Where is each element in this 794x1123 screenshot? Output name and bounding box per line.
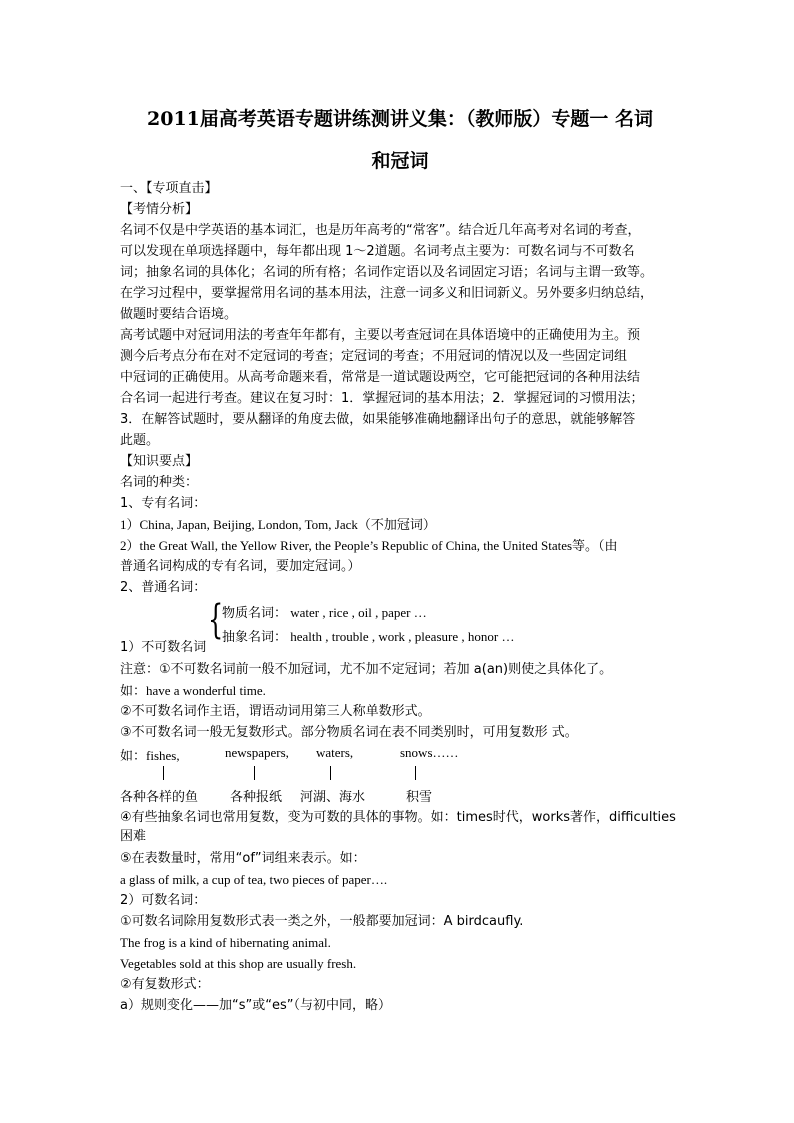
countable-note-3: a）规则变化——加“s”或“es”（与初中同，略） (120, 998, 391, 1013)
example-1: 如：have a wonderful time. (120, 683, 266, 698)
paragraph-line: 中冠词的正确使用。从高考命题来看，常常是一道试题设两空，它可能把冠词的各种用法结 (120, 370, 641, 385)
paragraph-line: 做题时要结合语境。 (120, 307, 238, 322)
proper-noun-note: 普通名词构成的专有名词，要加定冠词。） (120, 559, 361, 574)
plural-word: waters, (316, 745, 354, 760)
connector-line (330, 766, 331, 780)
document-title-continued: 和冠词 (371, 150, 429, 172)
paragraph-line: 测今后考点分布在对不定冠词的考查；定冠词的考查；不用冠词的情况以及一些固定词组 (120, 349, 628, 364)
paragraph-line: 在学习过程中，要掌握常用名词的基本用法，注意一词多义和旧词新义。另外要多归纳总结， (120, 286, 654, 301)
note-1: 注意：①不可数名词前一般不加冠词，尤不加不定冠词；若加 a(an)则使之具体化了。 (120, 662, 613, 677)
knowledge-heading: 【知识要点】 (120, 454, 199, 469)
note-2: ②不可数名词作主语，谓语动词用第三人称单数形式。 (120, 704, 431, 719)
material-nouns: 物质名词： water , rice , oil , paper … (222, 605, 427, 620)
plural-word: newspapers, (225, 745, 289, 760)
proper-noun-heading: 1、专有名词： (120, 496, 207, 511)
note-3: ③不可数名词一般无复数形式。部分物质名词在表不同类别时，可用复数形 式。 (120, 725, 578, 740)
note-5: ⑤在表数量时，常用“of”词组来表示。如： (120, 851, 366, 866)
plural-meaning: 各种各样的鱼 (120, 790, 199, 805)
paragraph-line: 此题。 (120, 433, 160, 448)
connector-line (254, 766, 255, 780)
paragraph-line: 3．在解答试题时，要从翻译的角度去做，如果能够准确地翻译出句子的意思，就能够解答 (120, 412, 636, 427)
paragraph-line: 可以发现在单项选择题中，每年都出现 1～2道题。名词考点主要为：可数名词与不可数名 (120, 244, 635, 259)
plural-meaning: 各种报纸 (230, 790, 283, 805)
paragraph-line: 名词不仅是中学英语的基本词汇，也是历年高考的“常客”。结合近几年高考对名词的考查， (120, 223, 641, 238)
paragraph-line: 高考试题中对冠词用法的考查年年都有，主要以考查冠词在具体语境中的正确使用为主。预 (120, 328, 641, 343)
plural-word: snows…… (400, 745, 459, 760)
countable-example-2: Vegetables sold at this shop are usually fresh. (120, 956, 357, 971)
paragraph-line: 合名词一起进行考查。建议在复习时：1．掌握冠词的基本用法；2．掌握冠词的习惯用法； (120, 391, 644, 406)
uncountable-noun-label: 1）不可数名词 (120, 640, 207, 655)
paragraph-line: 词；抽象名词的具体化；名词的所有格；名词作定语以及名词固定习语；名词与主谓一致等。 (120, 265, 654, 280)
proper-noun-example-2: 2）the Great Wall, the Yellow River, the People’s Republic of China, the United States等。（由 (120, 538, 618, 553)
countable-noun-heading: 2）可数名词： (120, 893, 207, 908)
noun-types-heading: 名词的种类： (120, 475, 199, 490)
exam-analysis-heading: 【考情分析】 (120, 202, 199, 217)
abstract-nouns: 抽象名词： health , trouble , work , pleasure , honor … (222, 629, 515, 644)
curly-brace: { (208, 597, 224, 643)
countable-note-2: ②有复数形式： (120, 977, 210, 992)
plural-word: 如：fishes, (120, 748, 180, 763)
section-heading: 一、【专项直击】 (120, 181, 218, 196)
note-4: ④有些抽象名词也常用复数，变为可数的具体的事物。如：times时代，works著作，difficulties (120, 810, 676, 825)
connector-line (415, 766, 416, 780)
common-noun-heading: 2、普通名词： (120, 580, 207, 595)
countable-note-1: ①可数名词除用复数形式表一类之外，一般都要加冠词：A birdcaufly. (120, 914, 524, 929)
countable-example-1: The frog is a kind of hibernating animal. (120, 935, 331, 950)
proper-noun-example-1: 1）China, Japan, Beijing, London, Tom, Jack（不加冠词） (120, 517, 436, 532)
connector-line (163, 766, 164, 780)
plural-meaning: 积雪 (406, 790, 433, 805)
plural-meaning: 河湖、海水 (300, 790, 366, 805)
example-5: a glass of milk, a cup of tea, two pieces of paper…. (120, 872, 388, 887)
note-4-continued: 困难 (120, 829, 147, 844)
document-title: 2011届高考英语专题讲练测讲义集：（教师版）专题一 名词 (147, 108, 653, 130)
